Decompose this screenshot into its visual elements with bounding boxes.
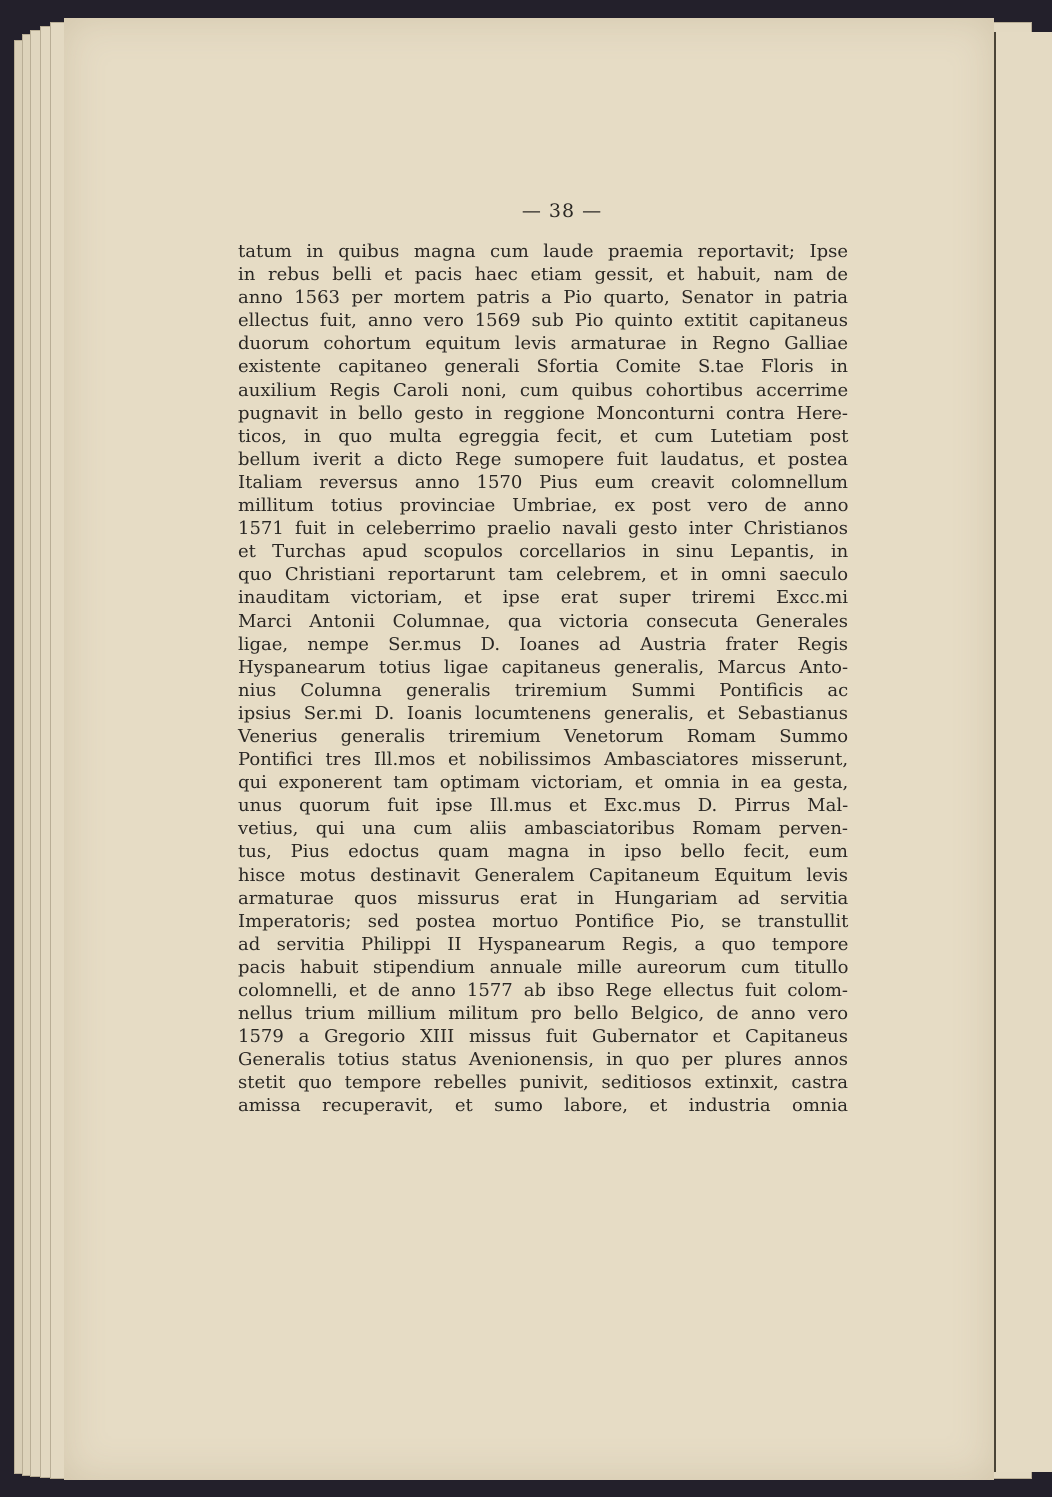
text-line: Venerius generalis triremium Venetorum Romam Summo [238,725,849,747]
text-line: bellum iverit a dicto Rege sumopere fuit laudatus, et postea [238,448,848,470]
text-line: ellectus fuit, anno vero 1569 sub Pio quinto extitit capitaneus [238,310,848,332]
text-line: in rebus belli et pacis haec etiam gessit, et habuit, nam de [238,264,848,286]
text-line: anno 1563 per mortem patris a Pio quarto, Senator in patria [238,287,848,309]
text-line: et Turchas apud scopulos corcellarios in sinu Lepantis, in [238,541,849,563]
text-line: colomnelli, et de anno 1577 ab ibso Rege ellectus fuit colom- [238,980,848,1001]
body-text [238,240,848,1118]
text-line: 1579 a Gregorio XIII missus fuit Gubernator et Capitaneus [238,1026,848,1048]
text-line: quo Christiani reportarunt tam celebrem, et in omni saeculo [238,564,849,586]
text-line: hisce motus destinavit Generalem Capitaneum Equitum levis [238,864,848,886]
text-line: Italiam reversus anno 1570 Pius eum creavit colomnellum [238,471,848,493]
text-line: amissa recuperavit, et sumo labore, et industria omnia [238,1095,848,1117]
text-line: pacis habuit stipendium annuale mille aureorum cum titullo [238,956,849,978]
text-line: 1571 fuit in celeberrimo praelio navali gesto inter Christianos [238,518,848,540]
text-line: duorum cohortum equitum levis armaturae in Regno Galliae [238,333,848,355]
text-line: tatum in quibus magna cum laude praemia reportavit; Ipse [238,241,848,262]
text-line: inauditam victoriam, et ipse erat super triremi Excc.mi [238,587,849,609]
text-line: nellus trium millium militum pro bello Belgico, de anno vero [238,1003,849,1025]
text-line: ipsius Ser.mi D. Ioanis locumtenens generalis, et Sebastianus [238,702,848,724]
text-line: unus quorum fuit ipse Ill.mus et Exc.mus D. Pirrus Mal- [238,795,849,817]
text-line: pugnavit in bello gesto in reggione Monconturni contra Here- [238,402,848,424]
text-line: Pontifici tres Ill.mos et nobilissimos Ambasciatores misserunt, [238,749,849,771]
text-line: tus, Pius edoctus quam magna in ipso bello fecit, eum [238,841,848,863]
text-line: millitum totius provinciae Umbriae, ex post vero de anno [238,495,849,517]
text-line: ligae, nempe Ser.mus D. Ioanes ad Austria frater Regis [238,633,848,655]
text-line: Hyspanearum totius ligae capitaneus generalis, Marcus Anto- [238,656,849,678]
text-line: qui exponerent tam optimam victoriam, et omnia in ea gesta, [238,772,849,794]
text-line: nius Columna generalis triremium Summi Pontificis ac [238,679,849,701]
text-line: ad servitia Philippi II Hyspanearum Regis, a quo tempore [238,933,849,955]
page-number: — 38 — [521,200,603,222]
facing-page-edge [994,32,1052,1472]
text-line: Imperatoris; sed postea mortuo Pontifice Pio, se transtullit [238,910,849,932]
text-line: Marci Antonii Columnae, qua victoria consecuta Generales [238,610,848,632]
text-line: auxilium Regis Caroli noni, cum quibus cohortibus accerrime [238,379,849,401]
text-line: existente capitaneo generali Sfortia Comite S.tae Floris in [238,356,848,378]
text-line: Generalis totius status Avenionensis, in quo per plures annos [238,1049,848,1071]
text-line: ticos, in quo multa egreggia fecit, et cum Lutetiam post [238,425,849,447]
text-line: stetit quo tempore rebelles punivit, seditiosos extinxit, castra [238,1072,848,1094]
text-line: vetius, qui una cum aliis ambasciatoribus Romam perven- [238,818,848,840]
text-line: armaturae quos missurus erat in Hungariam ad servitia [238,887,849,909]
